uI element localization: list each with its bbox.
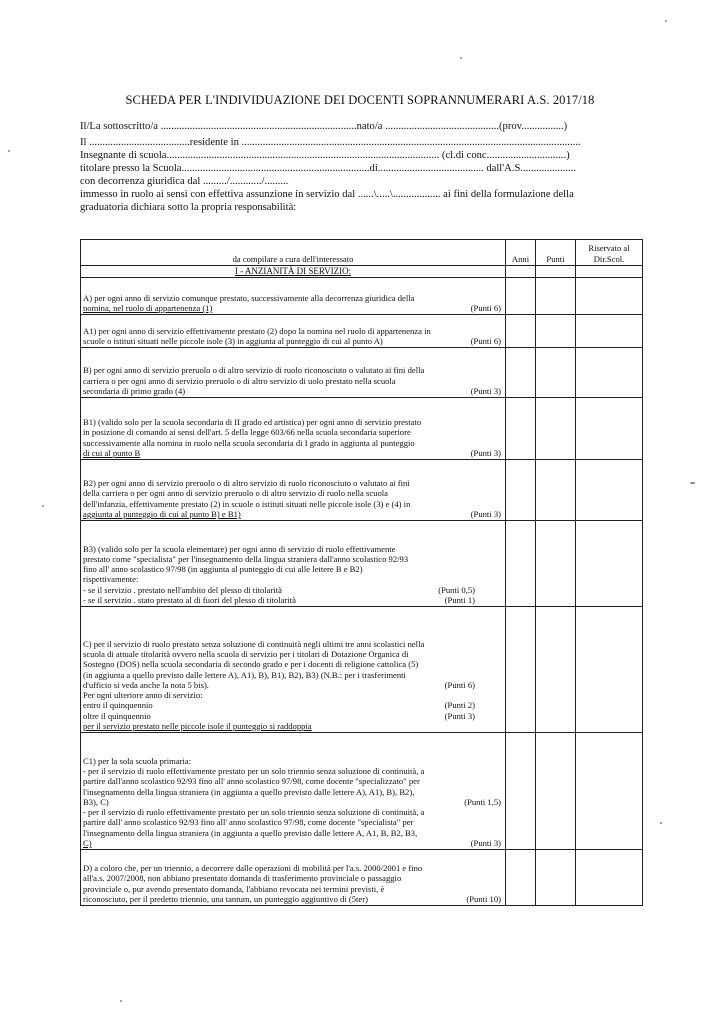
- table-row: [81, 733, 643, 850]
- anni-cell[interactable]: [506, 607, 536, 733]
- anni-cell[interactable]: [506, 348, 536, 398]
- scoring-table: [80, 239, 643, 906]
- scan-speck: [42, 505, 44, 507]
- section-title: I - ANZIANITÀ DI SERVIZIO:: [81, 266, 506, 278]
- header-line-school-type: Insegnante di scuola....................................................................................................... (cl.di conc..............................): [80, 150, 570, 161]
- table-row: [81, 278, 643, 315]
- anni-cell[interactable]: [506, 850, 536, 906]
- anni-cell[interactable]: [506, 278, 536, 315]
- riservato-cell: [576, 733, 643, 850]
- riservato-cell: [576, 348, 643, 398]
- punti-cell[interactable]: [536, 398, 576, 460]
- riservato-cell: [576, 607, 643, 733]
- punti-cell[interactable]: [536, 733, 576, 850]
- scan-speck: [660, 822, 662, 824]
- punti-cell[interactable]: [536, 460, 576, 521]
- row-c1-description: C1) per la sola scuola primaria: - per il servizio di ruolo effettivamente prestato per un solo triennio senza soluzione di continuità, a partire dall'anno scolastico 92/93 fino all' anno scolastico 97/98, come docente "specializzato" per l'insegnamento della lingua straniera (in aggiunta a quello previsto dalle lettere A), A1), B), B2), (Punti 1,5) B3), C) - per il servizio di ruolo effettivamente prestato per un solo triennio senza soluzione di continuità, a partire dall' anno scolastico 92/93 fino all' anno scolastico 97/98, come docente "specialista" per l'insegnamento della lingua straniera (in aggiunta a quello previsto dalle lettere A, A1, B, B2, B3, (Punti 3) C): [81, 733, 506, 850]
- riservato-cell: [576, 460, 643, 521]
- row-b2-description: B2) per ogni anno di servizio preruolo o di altro servizio di ruolo riconosciuto o valutato ai fini della carriera o per ogni anno di servizio preruolo o di altro servizio di ruolo nella scuola dell'infanzia, effettivamente prestato (2) in scuole o istituti situati nelle piccole isole (3) e (4) in (Punti 3) aggiunta al punteggio di cui al punto B) e B1): [81, 460, 506, 521]
- header-line-immesso: immesso in ruolo ai sensi con effettiva assunzione in servizio dal ......\.....\.................. ai fini della formulazione della: [80, 189, 574, 200]
- table-row: [81, 315, 643, 348]
- header-line-residence: Il ......................................residente in ................................................................................................................................: [80, 137, 581, 148]
- punti-cell[interactable]: [536, 315, 576, 348]
- table-row: [81, 460, 643, 521]
- scan-speck: [120, 1000, 122, 1002]
- header-line-decorrenza: con decorrenza giuridica dal ........./............/.........: [80, 176, 289, 187]
- scan-speck: [690, 482, 695, 484]
- riservato-cell: [576, 315, 643, 348]
- punti-cell[interactable]: [536, 278, 576, 315]
- row-c-description: C) per il servizio di ruolo prestato senza soluzione di continuità negli ultimi tre anni scolastici nella scuola di attuale titolarità ovvero nella scuola di servizio per i titolari di Dotazione Organica di Sostegno (DOS) nella scuola secondaria di secondo grado e per i docenti di religione cattolica (5) (in aggiunta a quello previsto dalle lettere A), A1), B), B1), B2), B3) (N.B.: per i trasferimenti (Punti 6) d'ufficio si veda anche la nota 5 bis). Per ogni ulteriore anno di servizio: (Punti 2) entro il quinquennio (Punti 3) oltre il quinquennio per il servizio prestato nelle piccole isole il punteggio si raddoppia: [81, 607, 506, 733]
- riservato-cell: [576, 521, 643, 607]
- col-punti-header: Punti: [536, 240, 576, 266]
- row-d-description: D) a coloro che, per un triennio, a decorrere dalle operazioni di mobilità per l'a.s. 2000/2001 e fino all'a.s. 2007/2008, non abbiano presentato domanda di trasferimento provinciale o passaggio provinciale o, pur avendo presentato domanda, l'abbiano revocata nei termini previsti, è (Punti 10) riconosciuto, per il predetto triennio, una tantum, un punteggio aggiuntivo di (5ter): [81, 850, 506, 906]
- row-b3-description: B3) (valido solo per la scuola elementare) per ogni anno di servizio di ruolo effettivamente prestato come "specialista" per l'insegnamento della lingua straniera dall'anno scolastico 92/93 fino all' anno scolastico 97/98 (in aggiunta al punteggio di cui alle lettere B e B2) rispettivamente: (Punti 0,5) - se il servizio . prestato nell'ambito del plesso di titolarità (Punti 1) - se il servizio . stato prestato al di fuori del plesso di titolarità: [81, 521, 506, 607]
- row-b1-description: B1) (valido solo per la scuola secondaria di II grado ed artistica) per ogni anno di servizio prestato in posizione di comando ai sensi dell'art. 5 della legge 603/66 nella scuola secondaria superiore successivamente alla nomina in ruolo nella scuola secondaria di I grado in aggiunta al punteggio (Punti 3) di cui al punto B: [81, 398, 506, 460]
- col-anni-header: Anni: [506, 240, 536, 266]
- header-line-name: Il/La sottoscritto/a ..........................................................................nato/a ...........................................(prov................): [80, 121, 568, 132]
- punti-cell[interactable]: [536, 607, 576, 733]
- row-a-description: A) per ogni anno di servizio comunque prestato, successivamente alla decorrenza giuridica della (Punti 6) nomina, nel ruolo di appartenenza (1): [81, 278, 506, 315]
- table-row: [81, 521, 643, 607]
- anni-cell[interactable]: [506, 460, 536, 521]
- punti-cell[interactable]: [536, 521, 576, 607]
- punti-cell[interactable]: [536, 850, 576, 906]
- col-description-header: da compilare a cura dell'interessato: [81, 240, 506, 266]
- anni-cell[interactable]: [506, 398, 536, 460]
- row-b-description: B) per ogni anno di servizio preruolo o di altro servizio di ruolo riconosciuto o valutato ai fini della carriera o per ogni anno di servizio preruolo o di altro servizio di uolo prestato nella scuola (Punti 3) secondaria di primo grado (4): [81, 348, 506, 398]
- riservato-cell: [576, 850, 643, 906]
- riservato-cell: [576, 278, 643, 315]
- anni-cell[interactable]: [506, 733, 536, 850]
- riservato-cell: [576, 398, 643, 460]
- page-title: SCHEDA PER L'INDIVIDUAZIONE DEI DOCENTI SOPRANNUMERARI A.S. 2017/18: [125, 93, 595, 107]
- scan-speck: [8, 150, 10, 152]
- table-row: [81, 348, 643, 398]
- table-row: [81, 607, 643, 733]
- col-riservato-header: Riservato al Dir.Scol.: [576, 240, 643, 266]
- anni-cell[interactable]: [506, 521, 536, 607]
- table-row: [81, 850, 643, 906]
- scan-speck: [665, 20, 667, 22]
- row-a1-description: A1) per ogni anno di servizio effettivamente prestato (2) dopo la nomina nel ruolo di appartenenza in (Punti 6) scuole o istituti situati nelle piccole isole (3) in aggiunta al punteggio di cui al punto A): [81, 315, 506, 348]
- header-line-dichiara: graduatoria dichiara sotto la propria responsabilità:: [80, 202, 297, 213]
- punti-cell[interactable]: [536, 348, 576, 398]
- scan-speck: [460, 57, 462, 59]
- anni-cell[interactable]: [506, 315, 536, 348]
- table-row: [81, 398, 643, 460]
- header-line-school: titolare presso la Scuola.......................................................................di........................................ dall'A.S.....................: [80, 163, 576, 174]
- table-header-row: [81, 240, 643, 266]
- section-title-row: [81, 266, 643, 278]
